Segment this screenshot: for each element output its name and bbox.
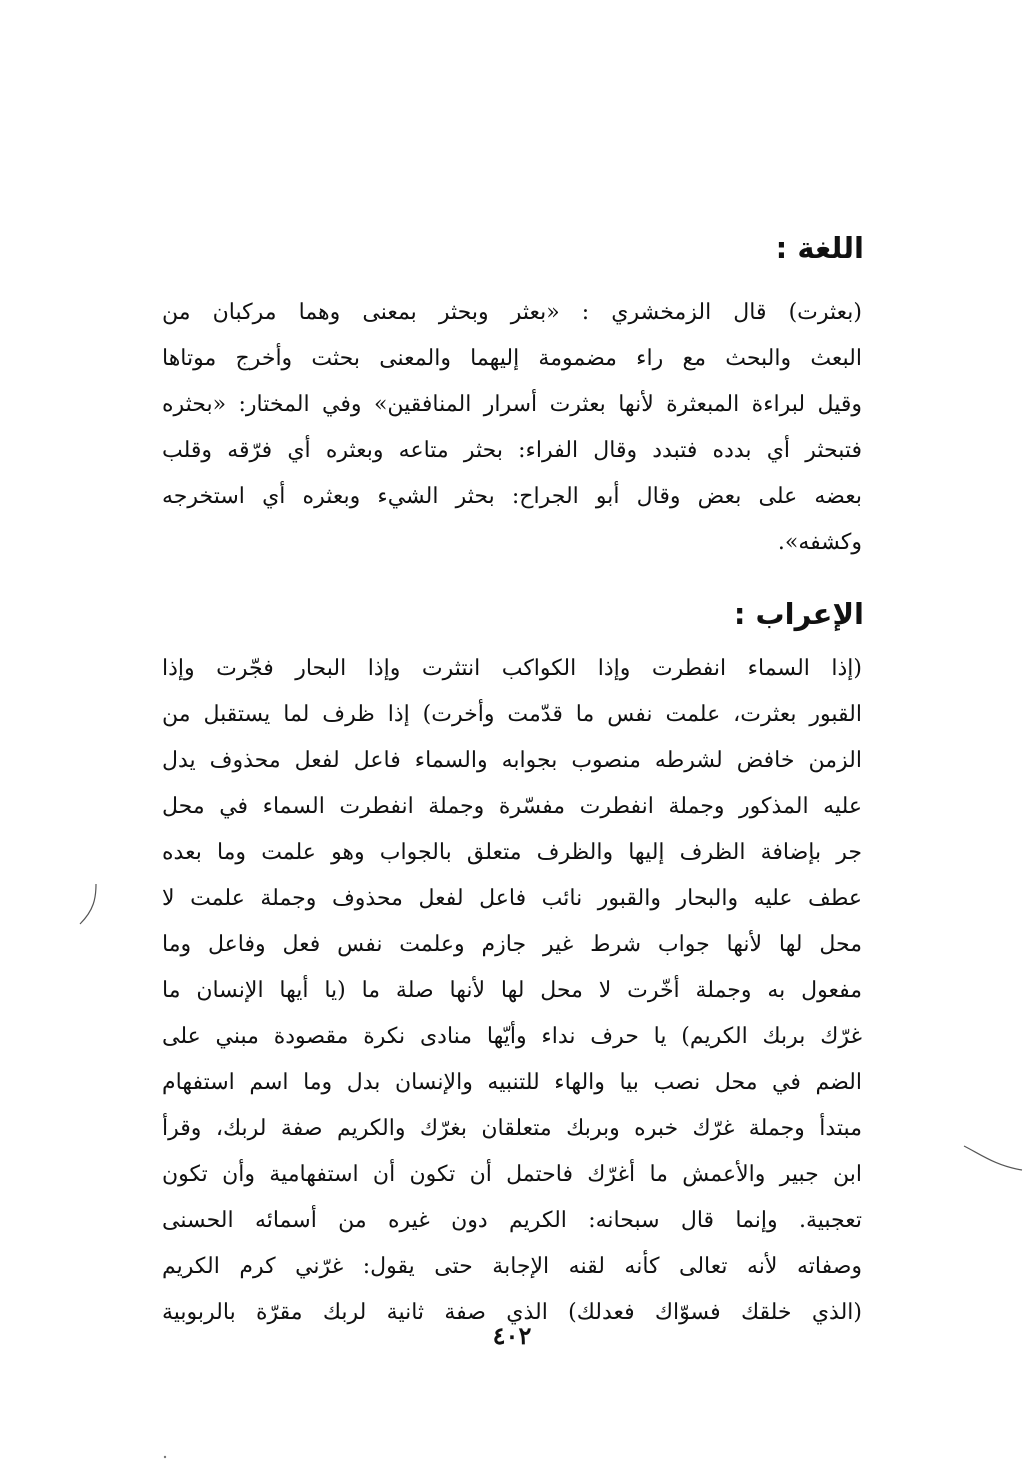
section-heading-grammar: الإعراب : <box>733 597 864 631</box>
paragraph-line: الضم في محل نصب بيا والهاء للتنبيه والإنسان بدل وما اسم استفهام <box>162 1070 862 1095</box>
paragraph-line: وكشفه». <box>777 530 862 555</box>
paragraph-line: (إذا السماء انفطرت وإذا الكواكب انتثرت وإذا البحار فجّرت وإذا <box>162 656 862 681</box>
paragraph-line: تعجبية. وإنما قال سبحانه: الكريم دون غيره من أسمائه الحسنى <box>162 1208 862 1233</box>
paragraph-line: ابن جبير والأعمش ما أغرّك فاحتمل أن تكون أن استفهامية وأن تكون <box>162 1162 862 1187</box>
paragraph-line: فتبحثر أي بدده فتبدد وقال الفراء: بحثر متاعه وبعثره أي فرّقه وقلب <box>162 438 862 463</box>
paragraph-line: القبور بعثرت، علمت نفس ما قدّمت وأخرت) إذا ظرف لما يستقبل من <box>162 702 862 727</box>
paragraph-line: مفعول به وجملة أخّرت لا محل لها لأنها صلة ما (يا أيها الإنسان ما <box>162 978 862 1003</box>
grammar-paragraph <box>162 646 862 1336</box>
paragraph-line: جر بإضافة الظرف إليها والظرف متعلق بالجواب وهو علمت وما بعده <box>162 840 862 865</box>
paragraph-line: غرّك بربك الكريم) يا حرف نداء وأيّها منادى نكرة مقصودة مبني على <box>162 1024 862 1049</box>
paragraph-line: البعث والبحث مع راء مضمومة إليهما والمعنى بحثت وأخرج موتاها <box>162 346 862 371</box>
paragraph-line: (بعثرت) قال الزمخشري : «بعثر وبحثر بمعنى وهما مركبان من <box>162 300 862 325</box>
paragraph-line: عطف عليه والبحار والقبور نائب فاعل لفعل محذوف وجملة علمت لا <box>162 886 862 911</box>
paragraph-line: بعضه على بعض وقال أبو الجراح: بحثر الشيء وبعثره أي استخرجه <box>162 484 862 509</box>
paragraph-line: عليه المذكور وجملة انفطرت مفسّرة وجملة انفطرت السماء في محل <box>162 794 862 819</box>
paragraph-line: وقيل لبراءة المبعثرة لأنها بعثرت أسرار المنافقين» وفي المختار: «بحثره <box>162 392 862 417</box>
paragraph-line: مبتدأ وجملة غرّك خبره وبربك متعلقان بغرّك والكريم صفة لربك، وقرأ <box>162 1116 862 1141</box>
page-number: ٤٠٢ <box>492 1321 532 1350</box>
margin-pencil-mark <box>74 880 104 930</box>
margin-pencil-mark <box>960 1140 1024 1180</box>
paragraph-line: (الذي خلقك فسوّاك فعدلك) الذي صفة ثانية لربك مقرّة بالربوبية <box>162 1300 862 1325</box>
paragraph-line: وصفاته لأنه تعالى كأنه لقنه الإجابة حتى يقول: غرّني كرم الكريم <box>162 1254 862 1279</box>
margin-speck <box>160 1452 170 1462</box>
section-heading-language: اللغة : <box>775 231 864 265</box>
language-paragraph <box>162 290 862 566</box>
paragraph-line: محل لها لأنها جواب شرط غير جازم وعلمت نفس فعل وفاعل وما <box>162 932 862 957</box>
paragraph-line: الزمن خافض لشرطه منصوب بجوابه والسماء فاعل لفعل محذوف يدل <box>162 748 862 773</box>
